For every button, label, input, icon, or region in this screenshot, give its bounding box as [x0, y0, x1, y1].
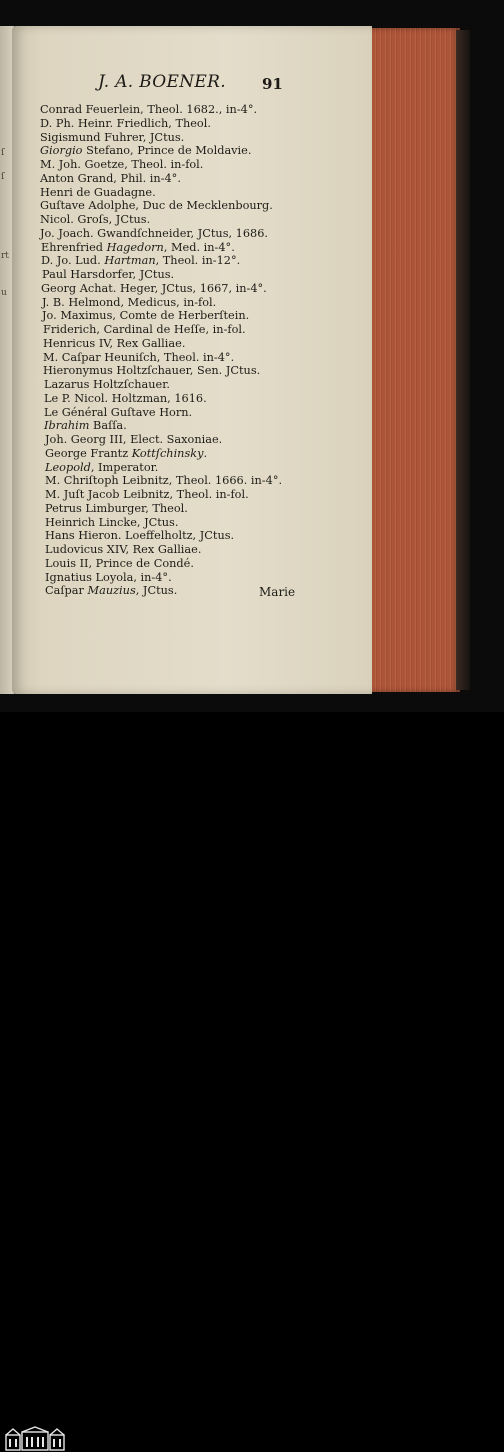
entry-italic-text: Ibrahim	[44, 419, 90, 433]
entry-text: , JCtus.	[135, 584, 178, 598]
entry-text: Joh. Georg III, Elect. Saxoniae.	[45, 433, 223, 446]
list-entry	[45, 433, 222, 446]
list-entry	[41, 254, 240, 267]
book-page-edges	[366, 28, 460, 692]
left-fragment: ſ	[1, 172, 5, 182]
list-entry	[45, 488, 249, 501]
list-entry	[40, 103, 257, 116]
list-entry	[40, 131, 184, 144]
entry-text: Petrus Limburger, Theol.	[45, 501, 188, 515]
library-building-icon	[4, 1426, 68, 1452]
list-entry	[44, 392, 207, 405]
list-entry	[41, 241, 235, 254]
entry-italic-text: Kottſchinsky	[131, 446, 204, 460]
entry-text: M. Chriſtoph Leibnitz, Theol. 1666. in-4°.	[45, 474, 283, 488]
entry-text: , Theol. in-12°.	[155, 254, 241, 268]
list-entry	[45, 516, 178, 529]
entry-italic-text: Hagedorn	[106, 240, 164, 254]
list-entry	[40, 117, 211, 130]
list-entry	[45, 543, 201, 556]
entry-text: Friderich, Cardinal de Heſſe, in-fol.	[43, 323, 246, 336]
entry-text: J. B. Helmond, Medicus, in-fol.	[42, 295, 217, 309]
entry-text: Hieronymus Holtzſchauer, Sen. JCtus.	[43, 364, 261, 378]
list-entry	[45, 461, 158, 474]
entry-text: Hans Hieron. Loeffelholtz, JCtus.	[45, 529, 235, 543]
entry-text: Anton Grand, Phil. in-4°.	[40, 171, 181, 185]
entry-text: D. Ph. Heinr. Friedlich, Theol.	[40, 116, 211, 130]
entry-italic-text: Hartman	[104, 254, 156, 268]
entry-text: Ludovicus XIV, Rex Galliae.	[45, 543, 202, 556]
list-entry	[45, 584, 177, 597]
entry-text: Lazarus Holtzſchauer.	[44, 378, 170, 391]
catchword: Marie	[259, 585, 296, 599]
list-entry	[45, 502, 188, 515]
entry-text: , Med. in-4°.	[163, 240, 235, 254]
list-entry	[40, 172, 181, 185]
entry-text: Paul Harsdorfer, JCtus.	[42, 268, 175, 281]
entry-text: Ehrenfried	[41, 240, 107, 254]
footer-bar	[0, 712, 504, 742]
entry-text: .	[203, 446, 208, 460]
list-entry	[40, 158, 203, 171]
list-entry	[45, 571, 172, 584]
book-cover-edge	[456, 30, 470, 690]
entry-text: Sigismund Fuhrer, JCtus.	[40, 130, 185, 144]
entry-text: Stefano, Prince de Moldavie.	[82, 144, 252, 158]
left-fragment: u	[1, 288, 7, 298]
entry-text: Georg Achat. Heger, JCtus, 1667, in-4°.	[41, 281, 267, 295]
list-entry	[40, 213, 150, 226]
left-fragment: ſ	[1, 148, 5, 158]
entry-text: Caſpar	[45, 584, 88, 598]
entry-text: D. Jo. Lud.	[41, 254, 105, 268]
list-entry	[43, 323, 246, 336]
list-entry	[42, 309, 249, 322]
entry-text: Le Général Guſtave Horn.	[44, 405, 193, 419]
entry-italic-text: Giorgio	[40, 144, 83, 158]
list-entry	[40, 227, 268, 240]
entry-text: Jo. Maximus, Comte de Herberſtein.	[42, 309, 250, 323]
entry-text: , Imperator.	[90, 460, 159, 474]
list-entry	[45, 447, 207, 460]
list-entry	[45, 557, 194, 570]
list-entry	[44, 419, 127, 432]
list-entry	[43, 351, 234, 364]
entry-text: Ignatius Loyola, in-4°.	[45, 570, 172, 584]
entry-text: Henricus IV, Rex Galliae.	[43, 336, 186, 350]
list-entry	[42, 268, 174, 281]
list-entry	[45, 474, 282, 487]
list-entry	[45, 529, 234, 542]
list-entry	[41, 282, 267, 295]
entry-text: Le P. Nicol. Holtzman, 1616.	[44, 391, 207, 405]
entry-text: Henri de Guadagne.	[40, 185, 156, 199]
list-entry	[40, 199, 273, 212]
list-entry	[40, 186, 156, 199]
entry-text: Conrad Feuerlein, Theol. 1682., in-4°.	[40, 103, 258, 116]
entry-text: Guſtave Adolphe, Duc de Mecklenbourg.	[40, 199, 273, 213]
list-entry	[44, 378, 170, 391]
entry-text: M. Juſt Jacob Leibnitz, Theol. in-fol.	[45, 488, 249, 501]
left-fragment: rt	[1, 251, 9, 261]
scan-background	[0, 0, 504, 712]
entry-text: Jo. Joach. Gwandſchneider, JCtus, 1686.	[40, 226, 269, 240]
list-entry	[44, 406, 192, 419]
entry-italic-text: Leopold	[45, 460, 91, 474]
entry-italic-text: Mauzius	[87, 584, 136, 598]
entry-text: Louis II, Prince de Condé.	[45, 556, 194, 570]
entry-text: M. Caſpar Heuniſch, Theol. in-4°.	[43, 350, 235, 364]
entry-text: Heinrich Lincke, JCtus.	[45, 515, 179, 529]
list-entry	[43, 364, 260, 377]
list-entry	[43, 337, 185, 350]
entry-text: George Frantz	[45, 446, 132, 460]
entry-text: Nicol. Groſs, JCtus.	[40, 213, 151, 226]
page-number: 91	[262, 75, 283, 93]
entry-text: Baſſa.	[89, 419, 127, 433]
running-head: J. A. BOENER.	[98, 72, 226, 92]
list-entry	[42, 296, 216, 309]
list-entry	[40, 144, 251, 157]
entry-text: M. Joh. Goetze, Theol. in-fol.	[40, 158, 204, 171]
